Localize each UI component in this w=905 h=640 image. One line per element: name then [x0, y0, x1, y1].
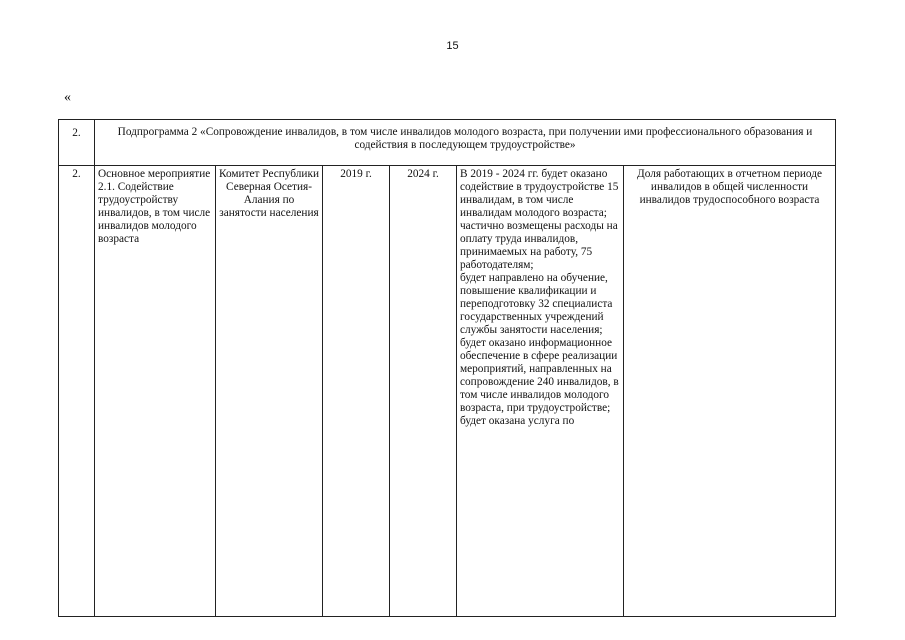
activity-executor: Комитет Республики Северная Осетия-Алания по занятости населения [216, 166, 323, 617]
activity-start-year: 2019 г. [323, 166, 390, 617]
activity-number: 2. [59, 166, 95, 617]
activity-expected-result: В 2019 - 2024 гг. будет оказано содействие в трудоустройстве 15 инвалидам, в том числе инвалидам молодого возраста; частично возмещены расходы на оплату труда инвалидов, принимаемых на работу, 75 работодателям; будет направлено на обучение, повышение квалификации и переподготовку 32 специалиста государственных учреждений службы занятости населения; будет оказано информационное обеспечение в сфере реализации мероприятий, направленных на сопровождение 240 инвалидов, в том числе инвалидов молодого возраста, при трудоустройстве; будет оказана услуга по [457, 166, 624, 617]
subprogram-number: 2. [59, 120, 95, 166]
open-quote-mark: « [64, 90, 71, 105]
activity-row [59, 166, 836, 617]
subprogram-row [59, 120, 836, 166]
page-number: 15 [446, 40, 459, 52]
activity-indicator: Доля работающих в отчетном периоде инвалидов в общей численности инвалидов трудоспособного возраста [624, 166, 836, 617]
activity-end-year: 2024 г. [390, 166, 457, 617]
subprogram-title: Подпрограмма 2 «Сопровождение инвалидов, в том числе инвалидов молодого возраста, при получении ими профессионального образования и содействия в последующем трудоустройстве» [95, 120, 836, 166]
program-table [58, 119, 836, 617]
activity-name: Основное мероприятие 2.1. Содействие трудоустройству инвалидов, в том числе инвалидов молодого возраста [95, 166, 216, 617]
